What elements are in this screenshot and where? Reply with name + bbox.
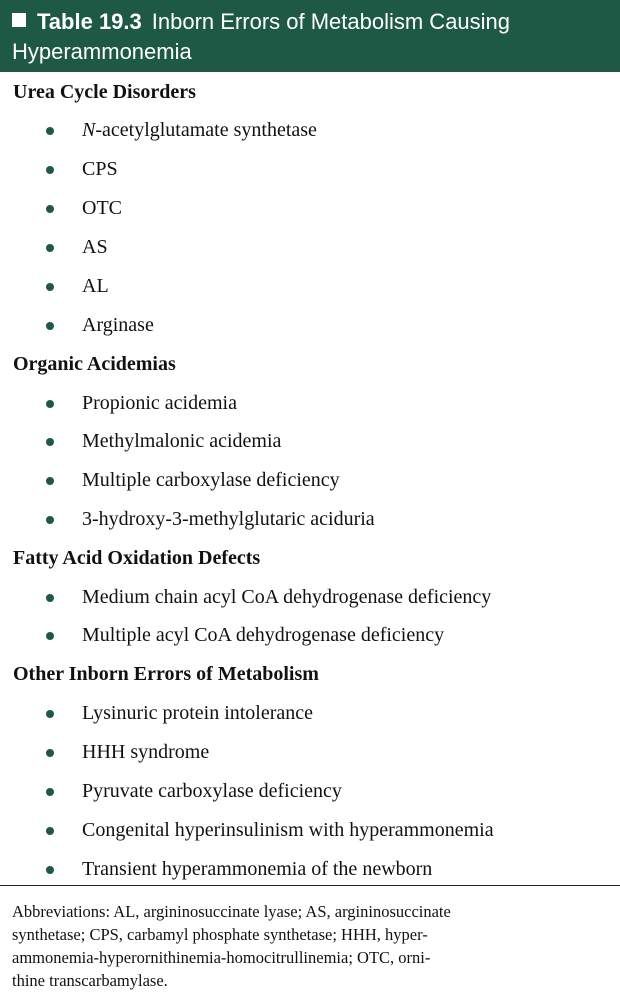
list-item	[82, 391, 237, 415]
list-item-text: AS	[82, 236, 108, 258]
bullet-icon	[46, 788, 54, 796]
list-item	[82, 779, 342, 803]
bullet-icon	[46, 710, 54, 718]
footnote: Abbreviations: AL, argininosuccinate lyase; AS, argininosuccinate synthetase; CPS, carbamyl phosphate synthetase; HHH, hyper- ammonemia-hyperornithinemia-homocitrullinemia; OTC, orni- thine transcarbamylase.	[12, 902, 451, 990]
list-item	[82, 157, 118, 181]
bullet-icon	[46, 244, 54, 252]
square-bullet-icon	[12, 13, 26, 27]
list-item-text: Pyruvate carboxylase deficiency	[82, 780, 342, 802]
bullet-icon	[46, 205, 54, 213]
list-item-text: Medium chain acyl CoA dehydrogenase deficiency	[82, 586, 492, 608]
table-title-line2: Hyperammonemia	[12, 39, 192, 64]
section-heading: Urea Cycle Disorders	[13, 81, 196, 103]
bullet-icon	[46, 166, 54, 174]
bullet-icon	[46, 866, 54, 874]
list-item-text: Lysinuric protein intolerance	[82, 702, 314, 724]
bullet-icon	[46, 594, 54, 602]
list-item	[82, 701, 313, 725]
bullet-icon	[46, 749, 54, 757]
list-item-text: Methylmalonic acidemia	[82, 430, 282, 452]
bullet-icon	[46, 322, 54, 330]
list-item	[82, 507, 375, 531]
bullet-icon	[46, 400, 54, 408]
bullet-icon	[46, 438, 54, 446]
list-item	[82, 585, 491, 609]
list-item	[82, 740, 209, 764]
list-item-text: CPS	[82, 158, 118, 180]
footnote-divider	[0, 885, 620, 886]
table-number: Table 19.3	[37, 9, 142, 34]
bullet-icon	[46, 127, 54, 135]
section-heading: Other Inborn Errors of Metabolism	[13, 663, 319, 685]
section-heading: Organic Acidemias	[13, 353, 176, 375]
list-item-text: Arginase	[82, 314, 154, 336]
table-header	[0, 0, 620, 72]
list-item-text: Multiple acyl CoA dehydrogenase deficiency	[82, 624, 445, 646]
bullet-icon	[46, 477, 54, 485]
list-item	[82, 196, 122, 220]
list-item-italic-prefix: N	[82, 119, 96, 141]
list-item-text: HHH syndrome	[82, 741, 210, 763]
list-item-text: Multiple carboxylase deficiency	[82, 469, 340, 491]
list-item	[82, 623, 444, 647]
bullet-icon	[46, 827, 54, 835]
list-item-text: Congenital hyperinsulinism with hyperammonemia	[82, 819, 494, 841]
list-item-text: Transient hyperammonemia of the newborn	[82, 858, 433, 880]
list-item	[82, 313, 154, 337]
bullet-icon	[46, 632, 54, 640]
list-item-text: Propionic acidemia	[82, 392, 237, 414]
list-item-text: OTC	[82, 197, 122, 219]
list-item	[82, 235, 108, 259]
list-item	[82, 468, 340, 492]
list-item-text: -acetylglutamate synthetase	[95, 119, 317, 141]
list-item-text: AL	[82, 275, 109, 297]
list-item	[82, 818, 494, 842]
table-title-line1: Inborn Errors of Metabolism Causing	[151, 9, 511, 34]
bullet-icon	[46, 283, 54, 291]
list-item	[82, 857, 432, 881]
list-item	[82, 429, 281, 453]
list-item	[82, 274, 109, 298]
bullet-icon	[46, 516, 54, 524]
list-item	[82, 118, 317, 142]
section-heading: Fatty Acid Oxidation Defects	[13, 547, 261, 569]
list-item-text: 3-hydroxy-3-methylglutaric aciduria	[82, 508, 375, 530]
